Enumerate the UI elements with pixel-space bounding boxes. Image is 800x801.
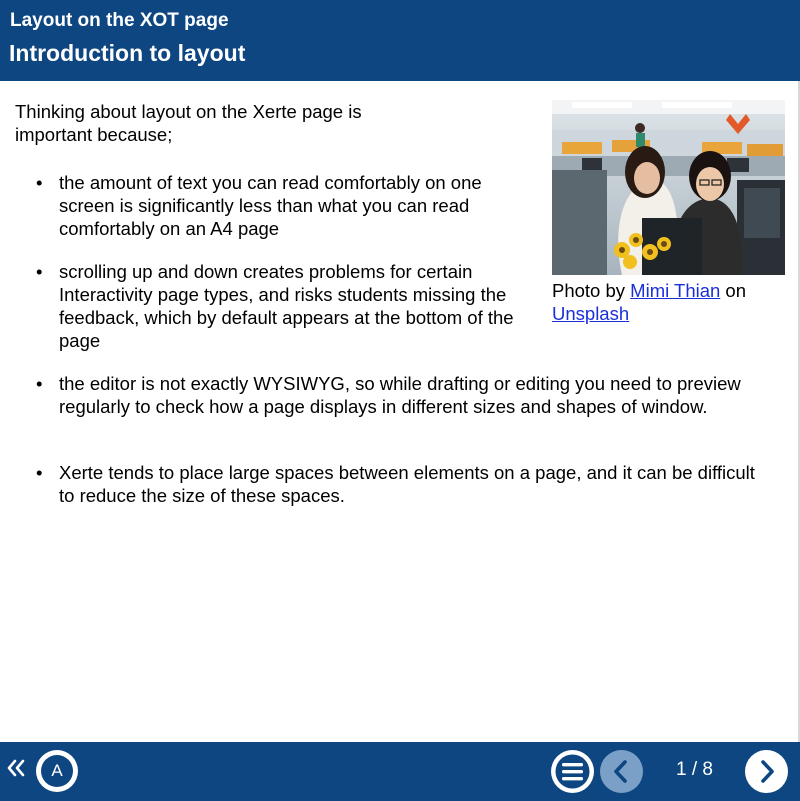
author-link[interactable]: Mimi Thian <box>630 280 721 301</box>
list-item-text: scrolling up and down creates problems for certain Interactivity page types, and risks students missing the feedback, which by default appears at the bottom of the page <box>59 261 514 351</box>
footer-toolbar <box>0 742 800 801</box>
hamburger-menu-icon <box>551 750 594 793</box>
next-page-button[interactable] <box>745 750 788 793</box>
list-item-text: the editor is not exactly WYSIWYG, so while drafting or editing you need to preview regularly to check how a page displays in different sizes and shapes of window. <box>59 373 741 417</box>
office-photo <box>552 100 785 275</box>
page-indicator: 1 / 8 <box>676 759 713 780</box>
menu-button[interactable] <box>551 750 594 793</box>
bullet-icon: • <box>36 261 43 282</box>
accessibility-label: A <box>51 761 63 780</box>
project-title: Layout on the XOT page <box>10 10 229 31</box>
chevron-right-icon <box>745 750 788 793</box>
caption-prefix: Photo by <box>552 280 631 301</box>
list-item-text: Xerte tends to place large spaces between elements on a page, and it can be difficult to reduce the size of these spaces. <box>59 462 755 506</box>
office-photo-illustration <box>552 100 785 275</box>
previous-page-button[interactable] <box>600 750 643 793</box>
list-item-text: the amount of text you can read comfortably on one screen is significantly less than what you can read comfortably on an A4 page <box>59 172 482 239</box>
photo-caption <box>552 279 792 325</box>
double-chevron-left-icon[interactable] <box>4 756 28 780</box>
intro-text: Thinking about layout on the Xerte page is important because; <box>15 101 362 145</box>
page-title: Introduction to layout <box>9 40 246 66</box>
caption-middle: on <box>720 280 747 301</box>
bullet-icon: • <box>36 462 43 483</box>
page-header <box>0 0 800 81</box>
accessibility-button[interactable] <box>36 750 78 792</box>
page-content <box>0 81 800 742</box>
bullet-icon: • <box>36 373 43 394</box>
chevron-left-icon <box>600 750 643 793</box>
unsplash-link[interactable]: Unsplash <box>552 303 630 324</box>
bullet-icon: • <box>36 172 43 193</box>
